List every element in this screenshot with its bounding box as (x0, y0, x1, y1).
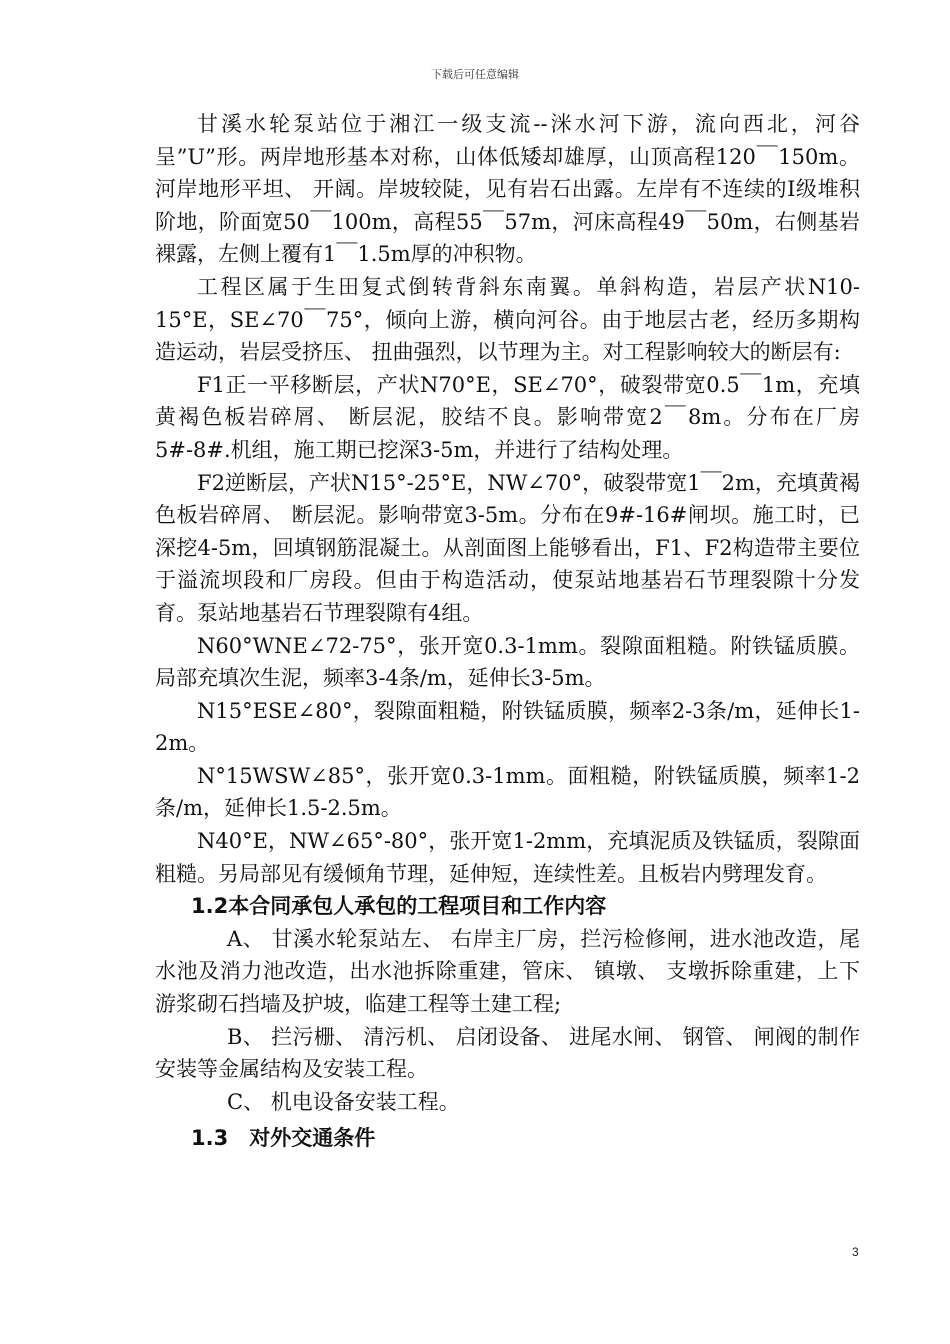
paragraph-fault-f1: F1正一平移断层，产状N70°E，SE∠70°，破裂带宽0.5￣1m，充填黄褐色板岩碎屑、 断层泥，胶结不良。影响带宽2￣8m。分布在厂房5#-8#.机组，施工期已挖深3-5m，并进行了结构处理。 (155, 372, 860, 462)
list-item-b: B、 拦污栅、 清污机、 启闭设备、 进尾水闸、 钢管、 闸阀的制作安装等金属结构及安装工程。 (155, 1024, 860, 1082)
page-number: 3 (852, 1245, 859, 1259)
page-header: 下载后可任意编辑 (431, 68, 519, 81)
paragraph-joint-set-3: N°15WSW∠85°，张开宽0.3-1mm。面粗糙，附铁锰质膜，频率1-2条/m，延伸长1.5-2.5m。 (155, 763, 860, 821)
paragraph-fault-f2: F2逆断层，产状N15°-25°E，NW∠70°，破裂带宽1￣2m，充填黄褐色板岩碎屑、 断层泥。影响带宽3-5m。分布在9#-16#闸坝。施工时，已深挖4-5m，回填钢筋混凝土。从剖面图上能够看出，F1、F2构造带主要位于溢流坝段和厂房段。但由于构造活动，使泵站地基岩石节理裂隙十分发育。泵站地基岩石节理裂隙有4组。 (155, 470, 860, 625)
list-item-c: C、 机电设备安装工程。 (227, 1089, 460, 1114)
paragraph-joint-set-4: N40°E，NW∠65°-80°，张开宽1-2mm，充填泥质及铁锰质，裂隙面粗糙。另局部见有缓倾角节理，延伸短，连续性差。且板岩内劈理发育。 (155, 829, 860, 886)
paragraph-location: 甘溪水轮泵站位于湘江一级支流--洣水河下游，流向西北，河谷呈”U”形。两岸地形基本对称，山体低矮却雄厚，山顶高程120￣150m。河岸地形平坦、 开阔。岸坡较陡，见有岩石出露。左岸有不连续的Ⅰ级堆积阶地，阶面宽50￣100m，高程55￣57m，河床高程49￣50m，右侧基岩裸露，左侧上覆有1￣1.5m厚的冲积物。 (155, 112, 860, 267)
paragraph-joint-set-1: N60°WNE∠72-75°，张开宽0.3-1mm。裂隙面粗糙。附铁锰质膜。局部充填次生泥，频率3-4条/m，延伸长3-5m。 (155, 633, 860, 691)
section-heading-1-2: 1.2本合同承包人承包的工程项目和工作内容 (191, 894, 607, 919)
paragraph-joint-set-2: N15°ESE∠80°，裂隙面粗糙，附铁锰质膜，频率2-3条/m，延伸长1-2m。 (155, 698, 860, 756)
paragraph-geology: 工程区属于生田复式倒转背斜东南翼。单斜构造，岩层产状N10-15°E，SE∠70￣75°，倾向上游，横向河谷。由于地层古老，经历多期构造运动，岩层受挤压、 扭曲强烈，以节理为主。对工程影响较大的断层有: (155, 274, 860, 365)
list-item-a: A、 甘溪水轮泵站左、 右岸主厂房，拦污检修闸，进水池改造，尾水池及消力池改造，出水池拆除重建，管床、 镇墩、 支墩拆除重建，上下游浆砌石挡墙及护坡，临建工程等土建工程; (155, 926, 860, 1017)
section-heading-1-3: 1.3 对外交通条件 (191, 1126, 376, 1151)
document-body (155, 108, 860, 1155)
